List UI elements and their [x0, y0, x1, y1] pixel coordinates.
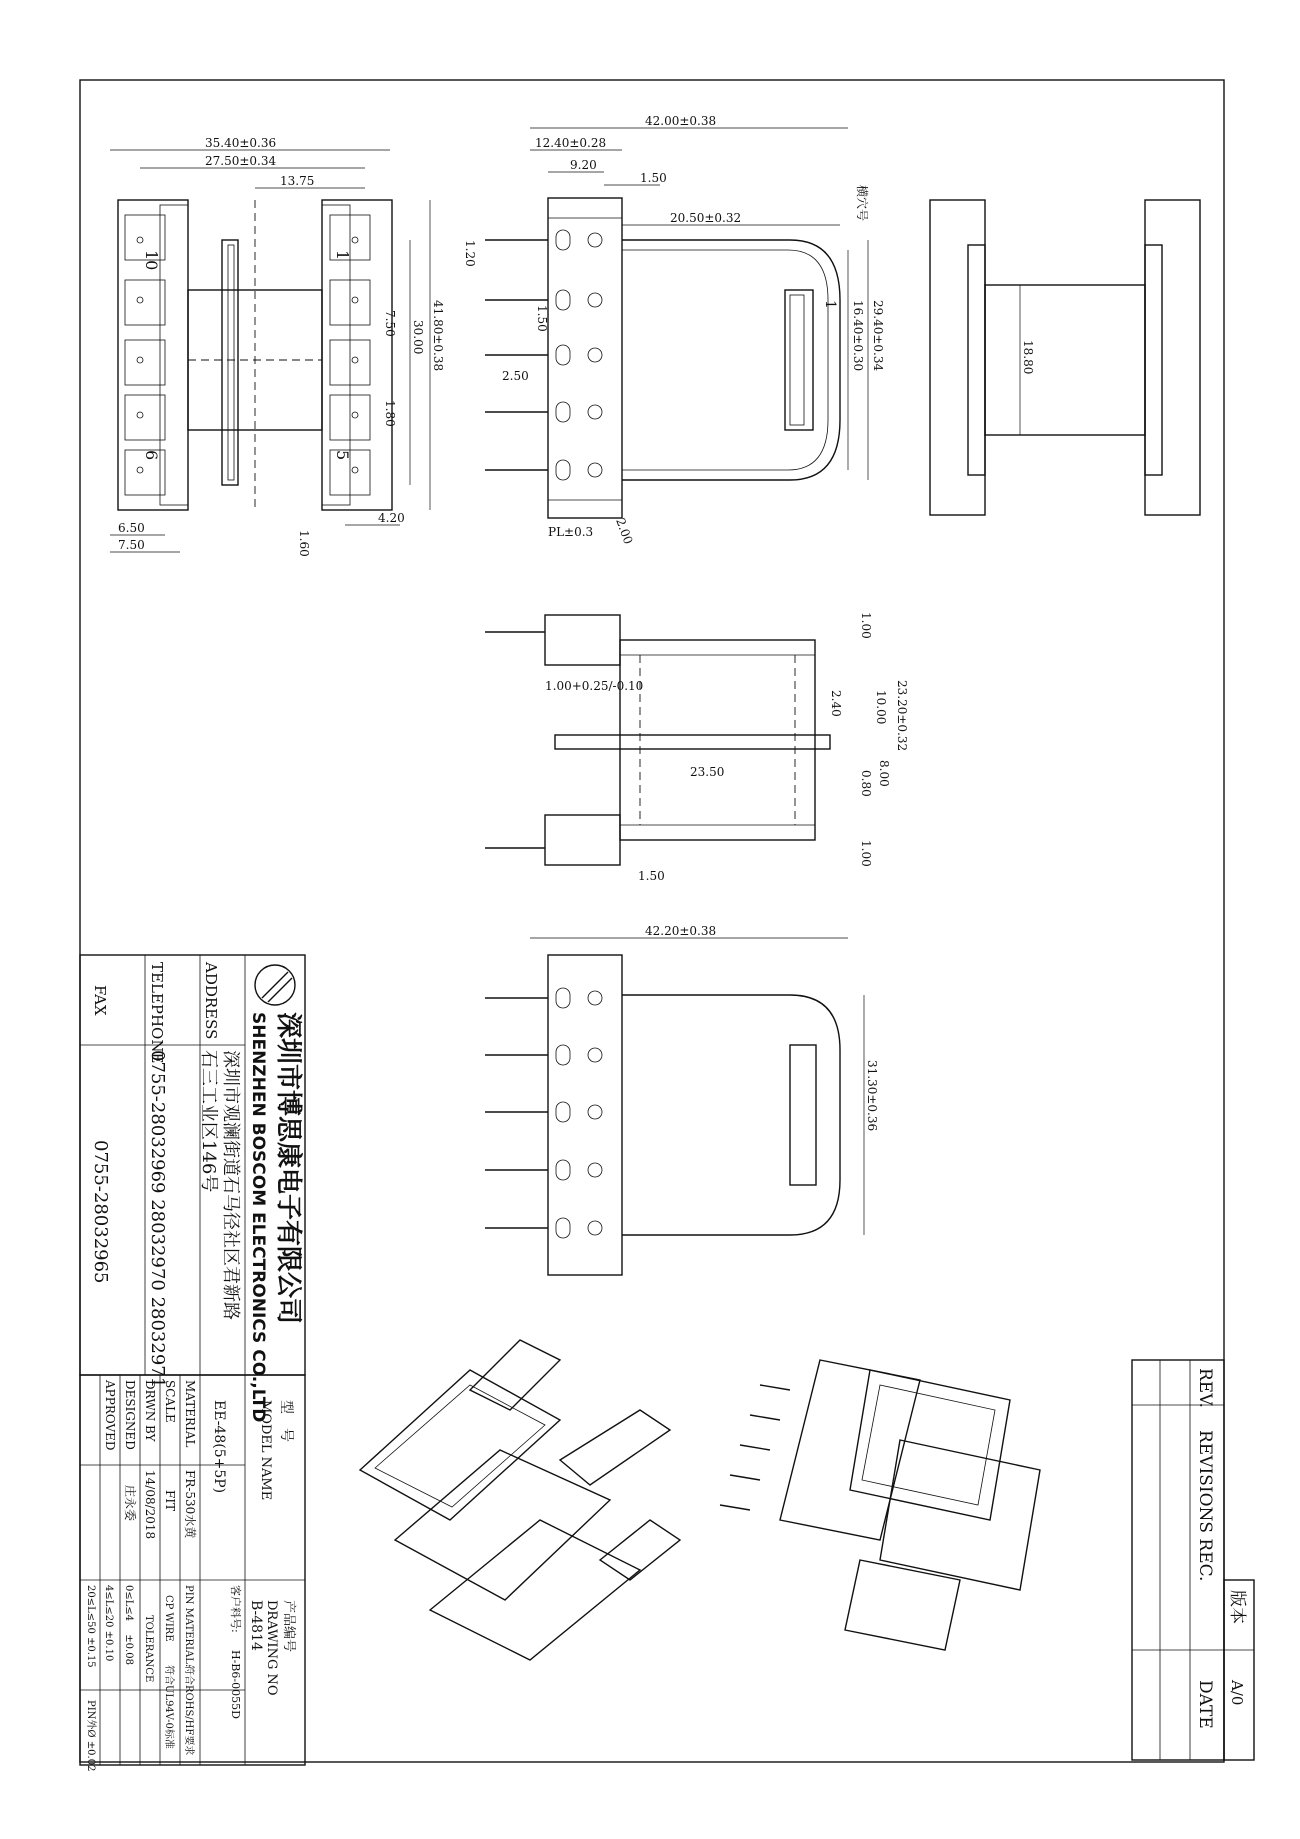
dim-8-00: 8.00 — [877, 760, 891, 787]
dim-16-40: 16.40±0.30 — [851, 300, 865, 372]
model-name-value: EE-48(5+5P) — [211, 1400, 227, 1494]
material-label: MATERIAL — [183, 1380, 197, 1448]
revisions-rec-label: REVISIONS REC. — [1195, 1430, 1215, 1582]
drawing-no-cn: 产品编号 — [281, 1600, 296, 1653]
dim-1-50-top: 1.50 — [640, 171, 667, 185]
fax-label: FAX — [91, 985, 109, 1016]
view-2-front — [463, 114, 885, 546]
cp-wire-label: CP WIRE — [163, 1595, 174, 1642]
fax-value: 0755-28032965 — [90, 1140, 111, 1284]
dim-13-75: 13.75 — [280, 174, 315, 188]
dim-35-40: 35.40±0.36 — [205, 136, 277, 150]
iso-view-right — [720, 1360, 1040, 1650]
dim-7-50: 7.50 — [118, 538, 145, 552]
dim-1-00-bot: 1.00 — [859, 840, 873, 867]
rev-label: REV. — [1195, 1368, 1215, 1408]
dim-0-80: 0.80 — [859, 770, 873, 797]
address-line1: 深圳市观澜街道石马径社区君新路 — [220, 1050, 241, 1320]
scale-value: FIT — [163, 1490, 177, 1512]
dim-18-80: 18.80 — [1021, 340, 1035, 375]
pin-tol: PIN外Ø ±0.02 — [85, 1700, 96, 1772]
address-label: ADDRESS — [202, 962, 220, 1040]
pin-material-label: PIN MATERIAL: — [183, 1585, 194, 1668]
revision-block — [1132, 1360, 1254, 1760]
dim-4-20: 4.20 — [378, 511, 405, 525]
tol-row-3: 20≤L≤50 ±0.15 — [85, 1585, 96, 1668]
dim-1-20: 1.20 — [463, 240, 477, 267]
customer-part-label: 客户料号: — [229, 1585, 242, 1633]
dim-pl: PL±0.3 — [548, 525, 594, 539]
iso-view-left — [360, 1340, 680, 1660]
dim-1-50-bot: 1.50 — [638, 869, 665, 883]
address-line2: 石三工业区146号 — [198, 1050, 219, 1193]
date-label: DATE — [1195, 1680, 1215, 1729]
model-name-cn: 型 号 — [278, 1400, 294, 1442]
version-value: A/0 — [1228, 1680, 1246, 1706]
telephone-value: 0755-28032969 28032970 28032971 — [147, 1050, 168, 1389]
dim-30-00: 30.00 — [411, 320, 425, 355]
view-1-side — [110, 136, 445, 557]
drawing-no-label: DRAWING NO — [264, 1600, 279, 1696]
dim-6-50: 6.50 — [118, 521, 145, 535]
dim-1-80: 1.80 — [383, 400, 397, 427]
pin-label-5: 5 — [333, 450, 352, 461]
dim-31-30: 31.30±0.36 — [865, 1060, 879, 1132]
tol-row-2: 4≤L≤20 ±0.10 — [103, 1585, 114, 1662]
version-cn: 版本 — [1227, 1590, 1247, 1624]
mark-cn: 横穴号 — [855, 185, 869, 222]
dim-23-50: 23.50 — [690, 765, 725, 779]
pin-material-value: 符合ROHS/HF要求 — [183, 1665, 194, 1756]
drawing-no-value: B-4814 — [248, 1600, 264, 1651]
company-name-en: SHENZHEN BOSCOM ELECTRONICS CO.,LTD — [248, 1012, 268, 1423]
model-name-label: MODEL NAME — [258, 1400, 273, 1501]
dim-29-40: 29.40±0.34 — [871, 300, 885, 372]
telephone-label: TELEPHONE — [148, 962, 166, 1064]
dim-23-20: 23.20±0.32 — [895, 680, 909, 752]
dim-20-50: 20.50±0.32 — [670, 211, 742, 225]
dim-1-00-top: 1.00 — [859, 612, 873, 639]
pin-label-6: 6 — [142, 450, 161, 461]
tol-row-1: 0≤L≤4 ±0.08 — [123, 1585, 134, 1665]
dim-2-00: 2.00 — [613, 516, 636, 547]
customer-part-value: H-B6-0055D — [229, 1650, 242, 1719]
material-value: FR-530水黄 — [183, 1470, 197, 1539]
company-name-cn: 深圳市博思康电子有限公司 — [273, 1012, 303, 1325]
dim-12-40: 12.40±0.28 — [535, 136, 607, 150]
dim-41-80: 41.80±0.38 — [431, 300, 445, 372]
title-block — [80, 955, 305, 1771]
drwn-by-label: DRWN BY — [143, 1380, 157, 1442]
designed-by: 庄永委 — [123, 1485, 137, 1522]
dim-1-60: 1.60 — [297, 530, 311, 557]
dim-42-20: 42.20±0.38 — [645, 924, 717, 938]
dim-9-20: 9.20 — [570, 158, 597, 172]
dim-10-00: 10.00 — [874, 690, 888, 725]
dim-27-50: 27.50±0.34 — [205, 154, 277, 168]
dim-7-50-v: 7.50 — [383, 310, 397, 337]
pin-label-1b: 1 — [822, 300, 838, 309]
cp-wire-value: 符合UL94V-0标准 — [163, 1665, 174, 1749]
approved-label: APPROVED — [103, 1380, 117, 1451]
drwn-date: 14/08/2018 — [143, 1470, 157, 1540]
dim-1-50: 1.50 — [535, 305, 549, 332]
dim-2-40: 2.40 — [829, 690, 843, 717]
dim-2-50: 2.50 — [502, 369, 529, 383]
scale-label: SCALE — [163, 1380, 177, 1423]
view-5-front — [485, 924, 879, 1275]
pin-label-10: 10 — [142, 250, 161, 271]
view-3-end — [930, 200, 1200, 515]
dim-42-00: 42.00±0.38 — [645, 114, 717, 128]
view-4-top — [485, 612, 909, 883]
pin-label-1: 1 — [333, 250, 352, 261]
dim-1-00-tol: 1.00+0.25/-0.10 — [545, 679, 644, 693]
designed-label: DESIGNED — [123, 1380, 137, 1450]
drawing-frame — [80, 80, 1224, 1762]
tolerance-label: TOLERANCE — [143, 1615, 154, 1683]
